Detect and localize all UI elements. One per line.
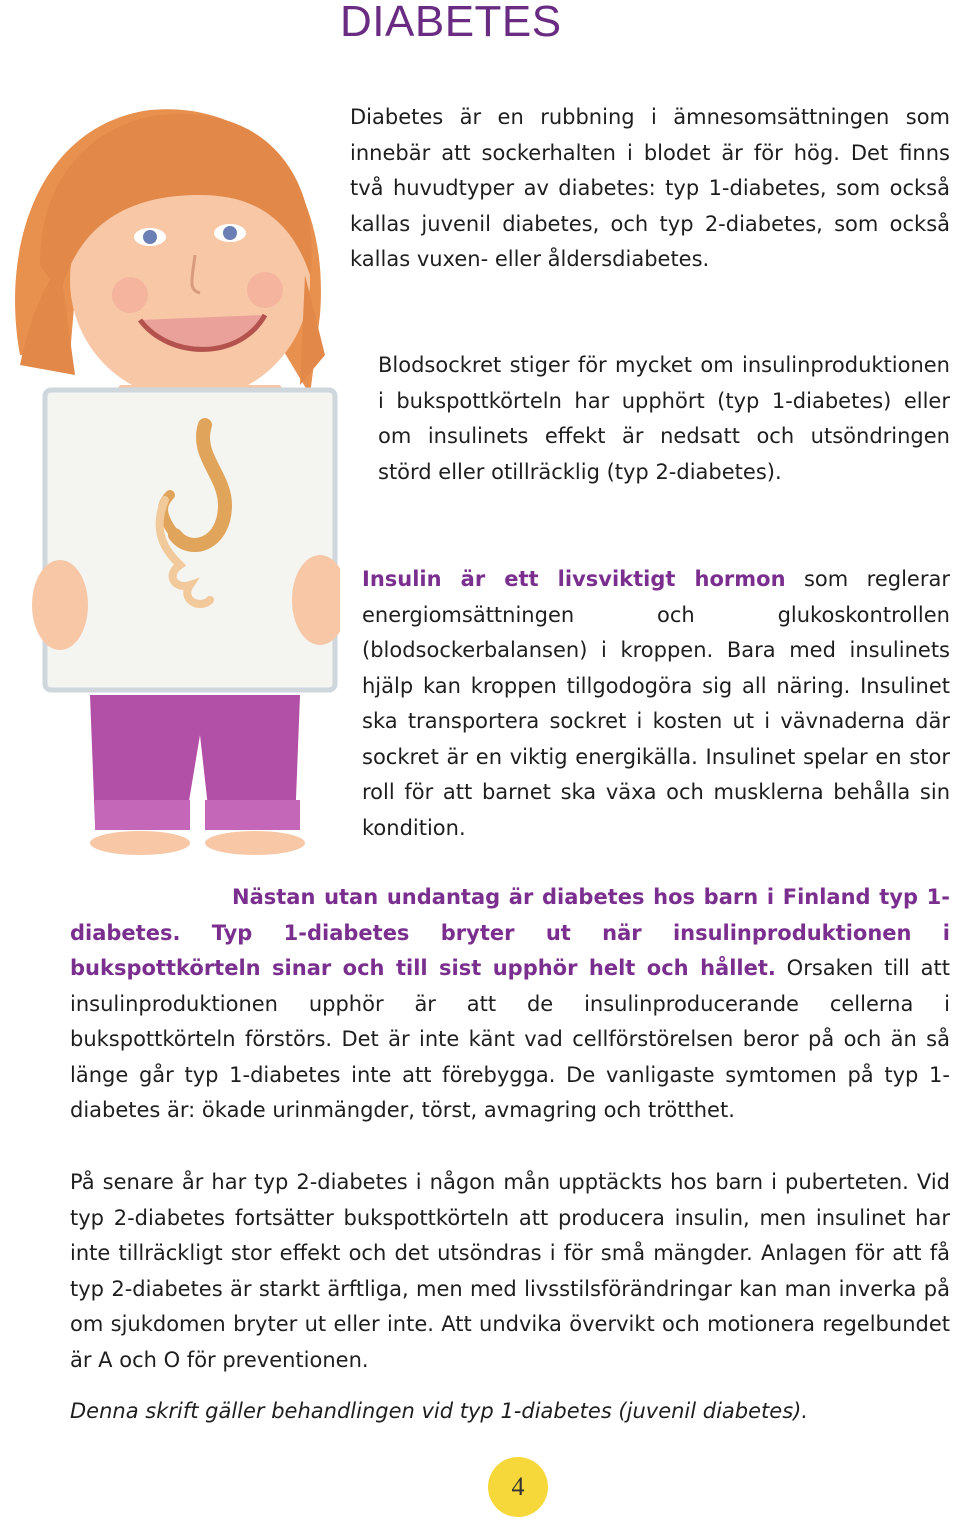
type2-paragraph: På senare år har typ 2-diabetes i någon mån upptäckts hos barn i puberteten. Vid typ 2-diabetes fortsätter bukspottkörteln att producera insulin, men insulinet har inte tillräckligt stor effekt och det utsöndras i för små mängder. Anlagen för att få typ 2-diabetes är starkt ärftliga, men med livsstilsförändringar kan man inverka på om sjukdomen bryter ut eller inte. Att undvika övervikt och motionera regelbundet är A och O för preventionen. bbox=[70, 1170, 950, 1372]
note-paragraph: Denna skrift gäller behandlingen vid typ 1-diabetes (juvenil diabetes). bbox=[70, 1399, 809, 1423]
insulin-text: som reglerar energiomsättningen och glukoskontrollen (blodsockerbalansen) i kroppen. Bara med insulinets hjälp kan kroppen tillgodogöra sig all näring. Insulinet ska transportera sockret i kosten ut i vävnaderna där sockret är en viktig energikälla. Insulinet spelar en stor roll för att barnet ska växa och musklerna behålla sin kondition. bbox=[362, 567, 950, 840]
blood-sugar-paragraph: Blodsockret stiger för mycket om insulinproduktionen i bukspottkörteln har upphört (typ 1-diabetes) eller om insulinets effekt är nedsatt och utsöndringen störd eller otillräcklig (typ 2-diabetes). bbox=[378, 353, 950, 484]
insulin-highlight: Insulin är ett livsviktigt hormon bbox=[362, 567, 786, 591]
intro-paragraph: Diabetes är en rubbning i ämnesomsättningen som innebär att sockerhalten i blodet är för hög. Det finns två huvudtyper av diabetes: typ 1-diabetes, som också kallas juvenil diabetes, och typ 2-diabetes, som också kallas vuxen- eller åldersdiabetes. bbox=[350, 105, 950, 271]
type1-text: Orsaken till att insulinproduktionen upphör är att de insulinproducerande cellerna i bukspottkörteln förstörs. Det är inte känt vad cellförstörelsen beror på och än så länge går typ 1-diabetes inte att förebygga. De vanligaste symtomen på typ 1-diabetes är: ökade urinmängder, törst, avmagring och trötthet. bbox=[70, 956, 950, 1122]
child-illustration bbox=[0, 95, 340, 855]
type1-paragraph bbox=[70, 880, 950, 1129]
type1-highlight: Nästan utan undantag är diabetes hos barn i Finland typ 1-diabetes. Typ 1-diabetes bryter ut när insulinproduktionen i bukspottkörteln sinar och till sist upphör helt och hållet. bbox=[70, 885, 950, 980]
page-number-badge: 4 bbox=[488, 1457, 548, 1517]
insulin-paragraph bbox=[362, 562, 950, 846]
page-title: DIABETES bbox=[340, 0, 562, 46]
